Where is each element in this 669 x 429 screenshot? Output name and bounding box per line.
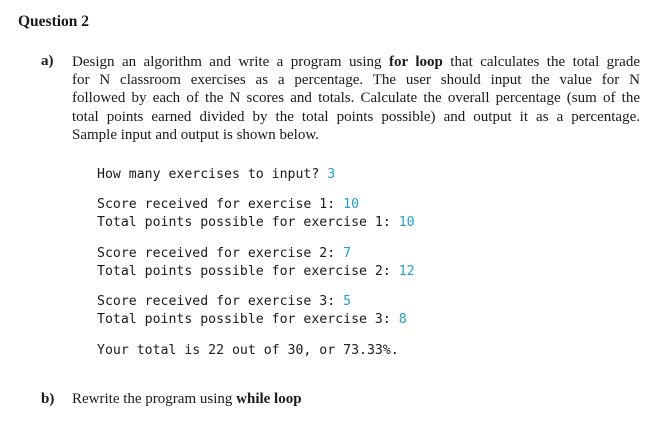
part-b-label: b) <box>41 391 55 407</box>
sample-result: Your total is 22 out of 30, or 73.33%. <box>97 343 399 358</box>
description-line: for N classroom exercises as a percentage. The user should input the value for N <box>72 72 640 89</box>
sample-total-value: 10 <box>398 215 415 230</box>
sample-score-value: 7 <box>343 246 352 261</box>
sample-score-value: 5 <box>343 294 352 309</box>
description-line: Design an algorithm and write a program using for loop that calculates the total grade <box>72 54 640 70</box>
sample-exercise-1: Score received for exercise 1: 10 Total points possible for exercise 1: 10 <box>97 197 415 230</box>
sample-count-value: 3 <box>327 167 336 182</box>
sample-total-value: 12 <box>398 264 415 279</box>
description-line: Sample input and output is shown below. <box>72 126 319 143</box>
sample-total-value: 8 <box>398 312 407 327</box>
part-a-label: a) <box>41 53 54 69</box>
while-loop-keyword: while loop <box>236 391 302 407</box>
part-b-description: Rewrite the program using while loop <box>72 391 302 407</box>
sample-exercise-3: Score received for exercise 3: 5 Total points possible for exercise 3: 8 <box>97 294 407 327</box>
question-title: Question 2 <box>18 13 90 30</box>
sample-count-prompt: How many exercises to input? 3 <box>97 167 336 182</box>
description-line: total points earned divided by the total points possible) and output it as a percentage. <box>72 108 640 125</box>
part-a-description <box>72 53 640 144</box>
description-line: followed by each of the N scores and totals. Calculate the overall percentage (sum of the <box>72 90 640 107</box>
sample-score-value: 10 <box>343 197 360 212</box>
sample-exercise-2: Score received for exercise 2: 7 Total points possible for exercise 2: 12 <box>97 246 415 279</box>
for-loop-keyword: for loop <box>389 54 443 70</box>
